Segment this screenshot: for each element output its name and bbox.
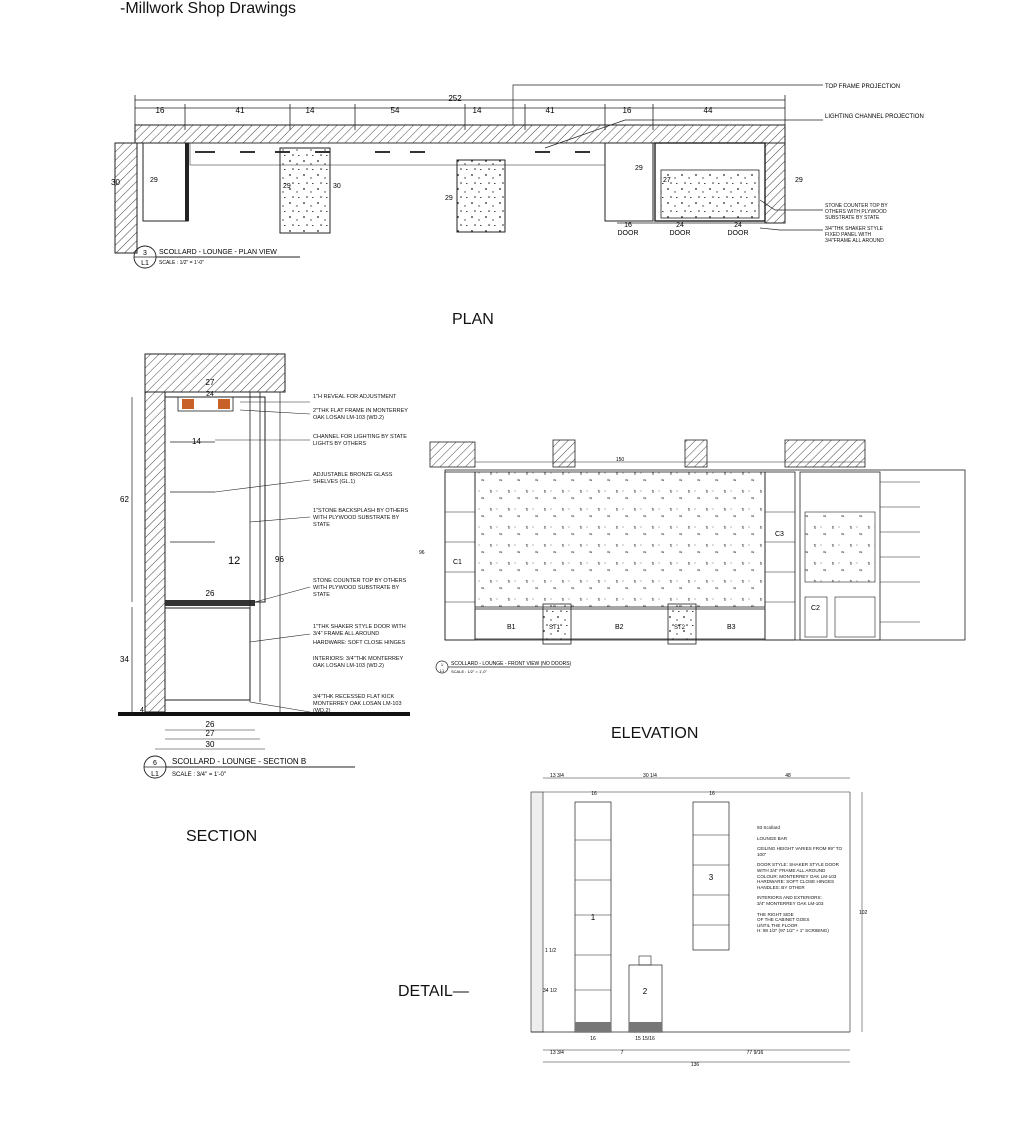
section-title-number: 6 xyxy=(153,760,157,767)
detail-dim-top: 13 3/4 xyxy=(550,773,564,779)
detail-cabinet-number: 2 xyxy=(642,987,648,996)
plan-dim: 44 xyxy=(703,106,713,115)
plan-caption: PLAN xyxy=(452,311,494,328)
elevation-label-st2: ST2 xyxy=(674,625,686,631)
section-note: 1"THK SHAKER STYLE DOOR WITH 3/4" FRAME ALL AROUND xyxy=(313,624,406,637)
detail-note: COLOUR: MONTERREY OAK LM-103 xyxy=(757,873,837,879)
elevation-label-b3: B3 xyxy=(727,624,736,631)
detail-dim-bottom: 15 15/16 xyxy=(635,1036,655,1042)
plan-note: STONE COUNTER TOP BY OTHERS WITH PLYWOOD SUBSTRATE BY STATE xyxy=(825,203,888,221)
detail-dim-side: 1 1/2 xyxy=(545,948,557,954)
plan-side-dim: 29 xyxy=(150,177,158,184)
elevation-title: SCOLLARD - LOUNGE - FRONT VIEW (NO DOORS) xyxy=(451,661,572,667)
detail-note: HARDWARE: SOFT CLOSE HINGES xyxy=(757,879,835,885)
section-drawing xyxy=(110,352,415,787)
section-dim: 27 xyxy=(205,729,215,738)
detail-dim-bottom: 136 xyxy=(690,1062,700,1068)
plan-note: 3/4"THK SHAKER STYLE FIXED PANEL WITH 3/4"FRAME ALL AROUND xyxy=(825,226,884,244)
section-title-sheet: L1 xyxy=(151,771,159,778)
detail-dim-side: 102 xyxy=(859,910,868,916)
plan-side-dim: 30 xyxy=(111,178,120,187)
plan-dim: 16 xyxy=(622,106,632,115)
plan-door-label: DOOR xyxy=(617,230,639,237)
elevation-caption: ELEVATION xyxy=(611,725,699,742)
elevation-label-c3: C3 xyxy=(775,531,784,538)
detail-dim-bottom: 77 9/16 xyxy=(746,1050,764,1056)
section-note: INTERIORS: 3/4"THK MONTERREY OAK LOSAN LM-103 (WD.2) xyxy=(313,656,404,669)
section-dim: 12 xyxy=(228,555,241,567)
detail-cabinet-number: 3 xyxy=(708,873,714,882)
plan-side-dim: 27 xyxy=(663,177,671,184)
section-dim: 26 xyxy=(205,589,215,598)
section-dim: 27 xyxy=(205,378,215,387)
elevation-label-b2: B2 xyxy=(615,624,624,631)
plan-title: SCOLLARD - LOUNGE - PLAN VIEW xyxy=(159,249,277,256)
plan-door-label: DOOR xyxy=(727,230,749,237)
detail-note: 93 Scollard xyxy=(757,825,780,830)
plan-scale: SCALE : 1/2" = 1'-0" xyxy=(159,260,204,266)
detail-note: THE RIGHT SIDE xyxy=(757,911,794,917)
svg-text:TOP FRAME PROJECTION xyxy=(825,84,900,90)
detail-caption: DETAIL— xyxy=(398,983,469,1000)
elevation-label-b1: B1 xyxy=(507,624,516,631)
elevation-scale: SCALE : 1/2" = 1'-0" xyxy=(451,669,487,674)
detail-dim-top: 48 xyxy=(785,773,791,779)
section-dim: 4 xyxy=(140,707,144,714)
plan-dim: 41 xyxy=(545,106,555,115)
plan-door-dim: 24 xyxy=(734,222,742,229)
plan-title-number: 3 xyxy=(143,250,147,257)
section-dim: 26 xyxy=(205,720,215,729)
section-note: 3/4"THK RECESSED FLAT KICK MONTERREY OAK LOSAN LM-103 (WD.2) xyxy=(313,694,402,714)
plan-side-dim: 29 xyxy=(283,183,291,190)
detail-dim-top: 30 1/4 xyxy=(643,773,657,779)
plan-side-dim: 29 xyxy=(635,165,643,172)
page-title: -Millwork Shop Drawings xyxy=(120,0,297,17)
section-note: HARDWARE: SOFT CLOSE HINGES xyxy=(313,640,406,646)
elevation-dim: 150 xyxy=(615,457,625,463)
plan-dim: 14 xyxy=(472,106,482,115)
section-note: ADJUSTABLE BRONZE GLASS SHELVES (GL.1) xyxy=(313,472,393,485)
section-scale: SCALE : 3/4" = 1'-0" xyxy=(172,772,226,778)
section-dim: 30 xyxy=(205,740,215,749)
detail-dim-bottom: 13 3/4 xyxy=(550,1050,564,1056)
plan-dim: 54 xyxy=(390,106,400,115)
plan-title-sheet: L1 xyxy=(141,260,149,267)
detail-dim-bottom: 7 xyxy=(620,1050,624,1056)
section-dim: 14 xyxy=(192,437,201,446)
section-dim: 62 xyxy=(120,495,129,504)
elevation-dim: 96 xyxy=(419,550,425,556)
plan-side-dim: 30 xyxy=(333,183,341,190)
detail-note: DOOR STYLE: SHAKER STYLE DOOR xyxy=(757,862,839,868)
elevation-drawing xyxy=(415,432,975,682)
elevation-label-c2: C2 xyxy=(811,605,820,612)
detail-dim-top: 16 xyxy=(709,791,715,797)
elevation-title-sheet: L1 xyxy=(439,668,445,673)
plan-side-dim: 29 xyxy=(795,177,803,184)
detail-note: INTERIORS AND EXTERIORS: xyxy=(757,895,822,901)
plan-side-dim: 29 xyxy=(445,195,453,202)
plan-door-label: DOOR xyxy=(669,230,691,237)
section-notes xyxy=(313,394,413,715)
detail-dim-bottom: 16 xyxy=(590,1036,596,1042)
detail-dim-top: 16 xyxy=(591,791,597,797)
detail-dim-side: 34 1/2 xyxy=(543,988,557,994)
section-note: 1"H REVEAL FOR ADJUSTMENT xyxy=(313,394,397,400)
plan-dim: 16 xyxy=(155,106,165,115)
detail-note: UNTIL THE FLOOR xyxy=(757,922,798,928)
plan-door-dim: 24 xyxy=(676,222,684,229)
plan-drawing xyxy=(105,60,924,290)
section-dim: 34 xyxy=(120,655,129,664)
detail-note: LOUNGE BAR xyxy=(757,835,788,841)
plan-note: TOP FRAME PROJECTION xyxy=(825,84,901,90)
plan-note: LIGHTING CHANNEL PROJECTION xyxy=(825,114,924,120)
elevation-title-number: 1 xyxy=(440,662,444,667)
plan-dim: 14 xyxy=(305,106,315,115)
section-dim: 96 xyxy=(275,555,284,564)
section-note: 2"THK FLAT FRAME IN MONTERREY OAK LOSAN LM-103 (WD.2) xyxy=(313,408,408,421)
plan-dim: 41 xyxy=(235,106,245,115)
section-title: SCOLLARD - LOUNGE - SECTION B xyxy=(172,757,307,766)
section-note: 1"STONE BACKSPLASH BY OTHERS WITH PLYWOOD SUBSTRATE BY STATE xyxy=(313,508,409,528)
section-note: CHANNEL FOR LIGHTING BY STATE LIGHTS BY OTHERS xyxy=(313,434,407,447)
detail-note: H: 98 1/2" (97 1/2" + 1" SCRIBING) xyxy=(757,928,829,934)
elevation-label-st1: ST1 xyxy=(549,625,561,631)
detail-note: WITH 3/4" FRAME ALL AROUND xyxy=(757,867,826,873)
svg-text:LIGHTING CHANNEL PROJECTION xyxy=(825,114,924,120)
section-note: STONE COUNTER TOP BY OTHERS WITH PLYWOOD SUBSTRATE BY STATE xyxy=(313,578,407,598)
detail-cabinet-number: 1 xyxy=(590,913,596,922)
section-dim: 24 xyxy=(206,391,214,398)
detail-note: HANDLES: BY OTHER xyxy=(757,884,805,890)
plan-dim-overall: 252 xyxy=(448,94,462,103)
detail-drawing xyxy=(525,770,880,1070)
section-caption: SECTION xyxy=(186,828,258,845)
detail-note: CEILING HEIGHT VARIES FROM 99" TO 100" xyxy=(757,846,843,857)
detail-note: 3/4" MONTERREY OAK LM-103 xyxy=(757,900,824,906)
plan-door-dim: 16 xyxy=(624,222,632,229)
elevation-label-c1: C1 xyxy=(453,559,462,566)
detail-note: OF THE CABINET GOES xyxy=(757,917,810,923)
detail-notes xyxy=(757,825,852,934)
